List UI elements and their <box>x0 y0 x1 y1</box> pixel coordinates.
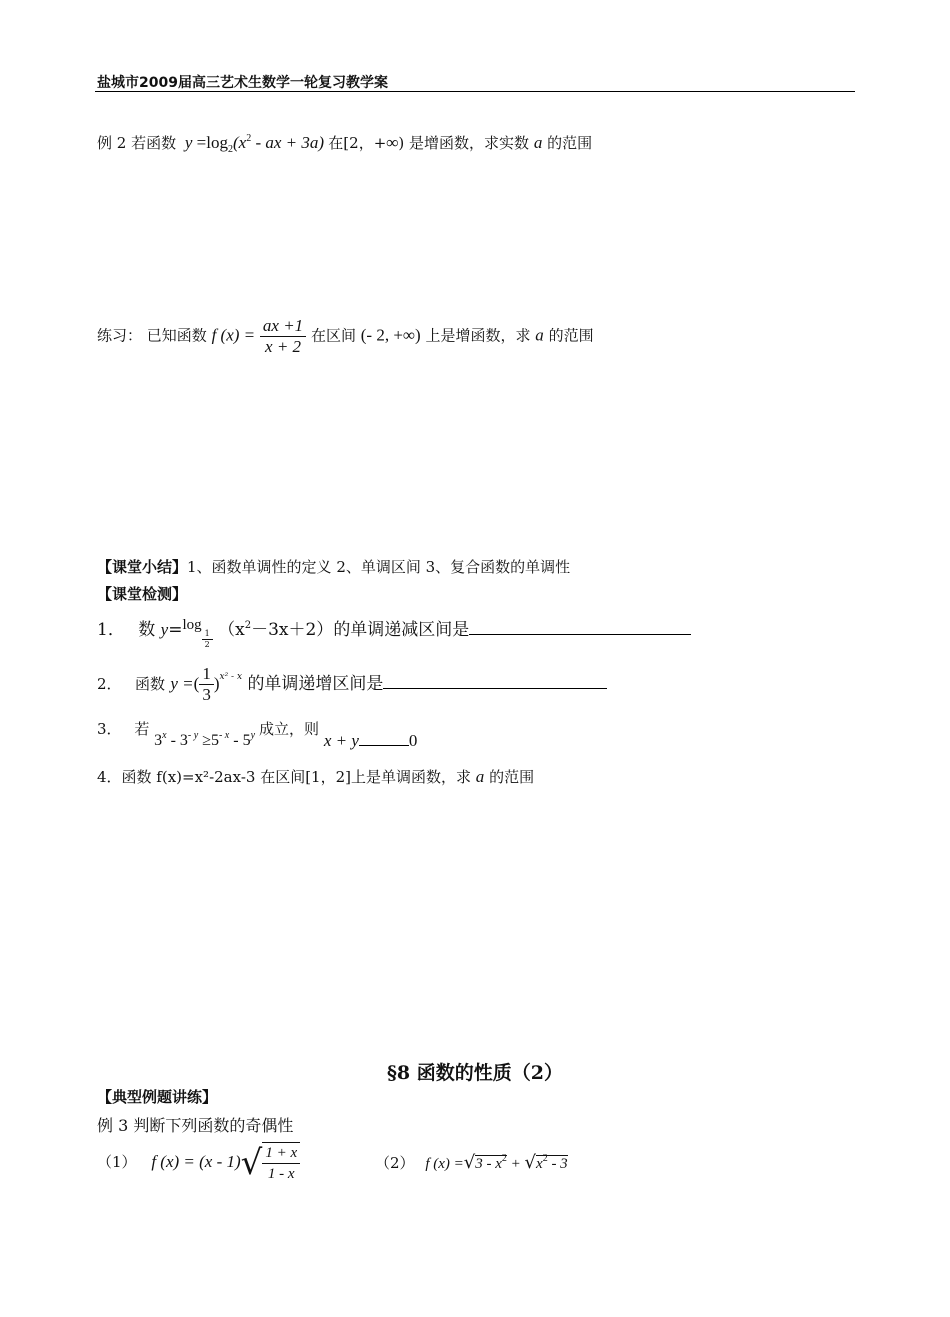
page-header-title: 盐城市2009届高三艺术生数学一轮复习教学案 <box>97 75 388 91</box>
answer-blank-2[interactable] <box>383 672 607 689</box>
example-2: 例 2 若函数 $y =\log_2(x^2$ - ax + 3a) 在[2，+∞) 是增函数，求实数 a 的范围 <box>97 133 593 155</box>
summary-heading: 【课堂小结】 <box>97 558 188 576</box>
section-title: §8 函数的性质（2） <box>387 1062 563 1084</box>
check-heading: 【课堂检测】 <box>97 585 188 603</box>
example-2-tail: 是增函数，求实数 <box>409 134 530 152</box>
example-3-part-1: （1） f (x) = (x - 1)√ $\frac{1 + x}{1 - x}$ <box>97 1142 300 1184</box>
practice-interval: (- 2, +∞) <box>360 325 421 345</box>
example-2-label: 例 2 若函数 <box>97 134 177 152</box>
typical-heading: 【典型例题讲练】 <box>97 1088 218 1106</box>
header-divider <box>95 91 855 92</box>
example-2-interval: 在[2，+ <box>328 134 387 152</box>
variable-a: a <box>533 133 543 152</box>
practice-fraction: $\frac{ax +1}{x + 2}$ <box>260 316 306 357</box>
answer-blank-3[interactable] <box>359 729 409 746</box>
variable-a: a <box>535 325 544 345</box>
variable-a: a <box>475 767 485 786</box>
check-question-1: 1． 数 y=log $\frac{1}{2}$ $(x^2-3x+2)$的单调递减区间是 <box>97 615 691 650</box>
check-question-4: 4．函数 f(x)=x²-2ax-3 在区间[1，2]上是单调函数，求 a 的范围 <box>97 767 535 786</box>
base-fraction: $\frac{1}{3}$ <box>199 664 214 705</box>
sqrt-fraction: √ $\frac{1 + x}{1 - x}$ <box>241 1142 300 1184</box>
log-base-fraction: $\frac{1}{2}$ <box>202 629 213 650</box>
example-3-part-2: （2） f $(x) =√3 - x^2 + √x^2 - 3$ <box>375 1152 568 1173</box>
practice-problem: 练习： 已知函数 f (x) = $\frac{ax +1}{x + 2}$ 在区间 (- 2, +∞) 上是增函数，求 a 的范围 <box>97 316 594 356</box>
example-3: 例 3 判断下列函数的奇偶性 <box>97 1116 294 1135</box>
inequality-expression: $3^x - 3^{- y} \ge 5^{- x} - 5^y$ <box>154 730 256 749</box>
class-summary <box>97 556 570 577</box>
check-question-2: 2． 函数 y =( $\frac{1}{3}$ )$^{x^2 - x}$ 的单调递增区间是 <box>97 664 607 705</box>
summary-text: 1、函数单调性的定义 2、单调区间 3、复合函数的单调性 <box>187 558 571 576</box>
answer-blank-1[interactable] <box>469 618 691 635</box>
practice-fx: f (x) = <box>211 325 256 345</box>
check-question-3: 3． 若 $3^x - 3^{- y} \ge 5^{- x} - 5^y$ 成立，则 x + y 0 <box>97 720 418 750</box>
example-2-formula: $y =\log_2(x^2$ - ax + 3a) <box>184 133 325 155</box>
practice-label: 练习： 已知函数 <box>97 326 207 345</box>
